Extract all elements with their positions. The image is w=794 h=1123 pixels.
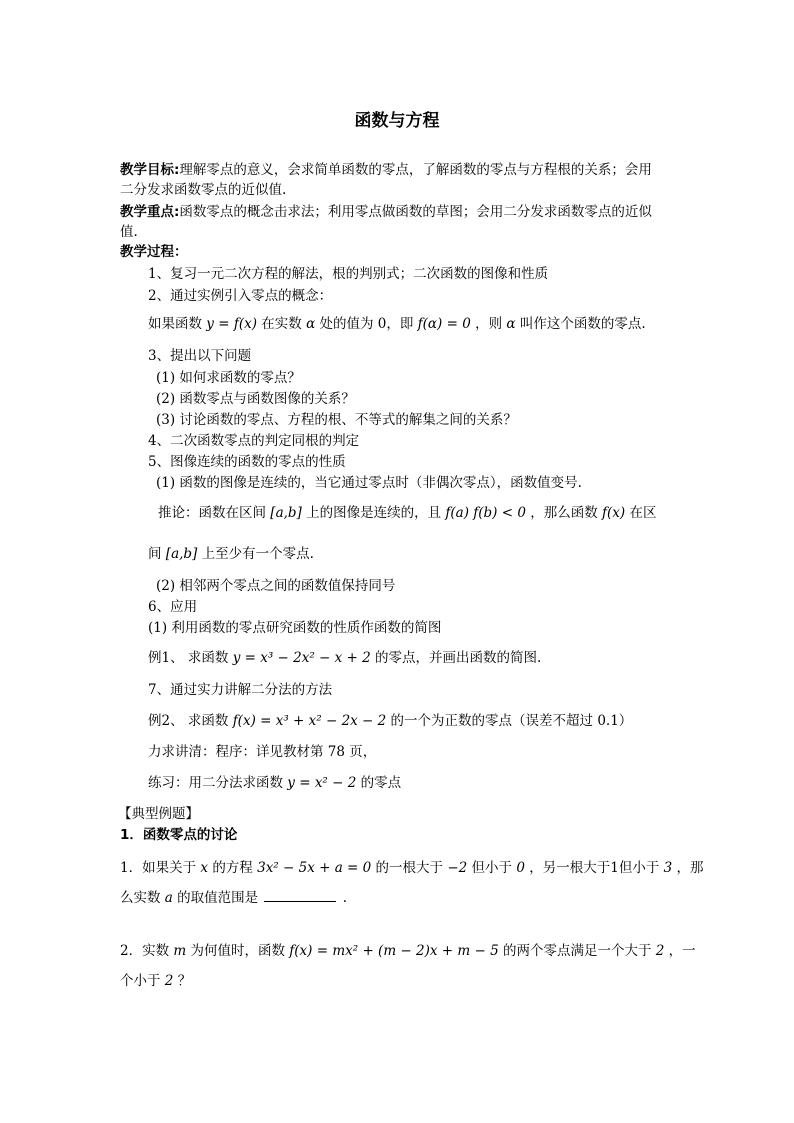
zero-point-definition: 如果函数 y = f(x) 在实数 α 处的值为 0，即 f(α) = 0 ，则 α 叫作这个函数的零点. xyxy=(148,316,646,332)
section-1-heading: 1．函数零点的讨论 xyxy=(120,827,238,843)
key-points-line2: 值. xyxy=(120,224,138,240)
item-1: 1、复习一元二次方程的解法，根的判别式；二次函数的图像和性质 xyxy=(148,266,549,282)
teaching-goals-line2: 二分发求函数零点的近似值. xyxy=(120,182,287,198)
explanation: 力求讲清：程序：详见教材第 78 页， xyxy=(148,744,377,760)
example-1: 例1、 求函数 y = x³ − 2x² − x + 2 的零点，并画出函数的简图. xyxy=(148,650,542,666)
item-5: 5、图像连续的函数的零点的性质 xyxy=(148,454,346,470)
problem-1-line2: 么实数 a 的取值范围是 . xyxy=(120,887,347,908)
item-2: 2、通过实例引入零点的概念： xyxy=(148,288,333,304)
example-2: 例2、 求函数 f(x) = x³ + x² − 2x − 2 的一个为正数的零点（误差不超过 0.1） xyxy=(148,713,633,729)
item-6: 6、应用 xyxy=(148,599,198,615)
key-points-line1: 教学重点:函数零点的概念击求法；利用零点做函数的草图；会用二分发求函数零点的近似 xyxy=(120,204,652,220)
process-label: 教学过程： xyxy=(120,244,188,260)
teaching-goals-line1: 教学目标:理解零点的意义，会求简单函数的零点，了解函数的零点与方程根的关系；会用 xyxy=(120,162,652,178)
practice: 练习：用二分法求函数 y = x² − 2 的零点 xyxy=(148,775,402,791)
problem-2-line1: 2．实数 m 为何值时，函数 f(x) = mx² + (m − 2)x + m − 5 的两个零点满足一个大于 2 ，一 xyxy=(120,943,696,959)
inference-line2: 间 [a,b] 上至少有一个零点. xyxy=(148,546,314,562)
question-1: (1) 如何求函数的零点？ xyxy=(156,370,301,386)
inference-line1: 推论：函数在区间 [a,b] 上的图像是连续的，且 f(a) f(b) < 0 ，那么函数 f(x) 在区 xyxy=(158,505,657,521)
teaching-goals-label: 教学目标: xyxy=(120,162,180,178)
question-2: (2) 函数零点与函数图像的关系？ xyxy=(156,391,355,407)
problem-1-line1: 1．如果关于 x 的方程 3x² − 5x + a = 0 的一根大于 −2 但小于 0 ，另一根大于1但小于 3 ，那 xyxy=(120,860,704,876)
item-4: 4、二次函数零点的判定同根的判定 xyxy=(148,433,360,449)
examples-header: 【典型例题】 xyxy=(118,806,199,822)
application-1: (1) 利用函数的零点研究函数的性质作函数的简图 xyxy=(148,620,442,636)
answer-blank[interactable] xyxy=(264,887,336,902)
document-title: 函数与方程 xyxy=(354,111,440,131)
item-3: 3、提出以下问题 xyxy=(148,348,252,364)
property-1: (1) 函数的图像是连续的，当它通过零点时（非偶次零点），函数值变号. xyxy=(156,475,582,491)
property-2: (2) 相邻两个零点之间的函数值保持同号 xyxy=(156,578,396,594)
key-points-label: 教学重点: xyxy=(120,204,180,220)
item-7: 7、通过实力讲解二分法的方法 xyxy=(148,682,333,698)
question-3: (3) 讨论函数的零点、方程的根、不等式的解集之间的关系？ xyxy=(156,412,517,428)
problem-2-line2: 个小于 2 ？ xyxy=(120,973,192,989)
